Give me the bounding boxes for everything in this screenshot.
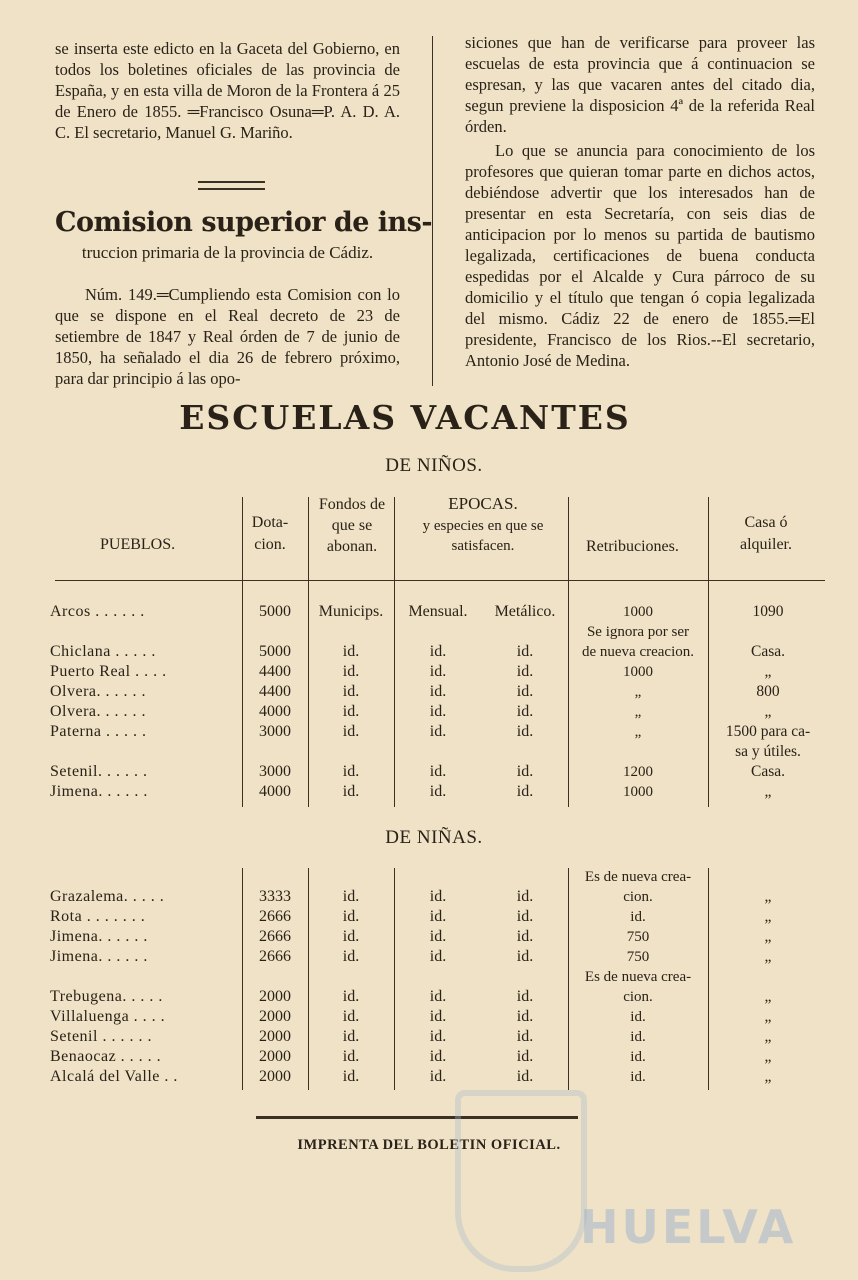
cell-pueblo: Paterna . . . . . <box>50 723 147 740</box>
header-retribuciones: Retribuciones. <box>586 538 679 555</box>
cell-fondos: Municips. <box>318 603 384 620</box>
cell-pueblo: Grazalema. . . . . <box>50 888 165 905</box>
cell-casa <box>708 967 828 987</box>
cell-pueblo: Alcalá del Valle . . <box>50 1068 178 1085</box>
cell-fondos <box>308 867 394 887</box>
cell-especie: id. <box>516 928 534 945</box>
cell-dotacion: 2000 <box>259 1008 291 1025</box>
cell-epoca: id. <box>429 763 447 780</box>
cell-retrib: cion. <box>623 889 653 905</box>
cell-casa: „ <box>764 1008 772 1025</box>
cell-retrib: 1000 <box>623 664 653 680</box>
table-row <box>48 967 828 987</box>
cell-dotacion: 2666 <box>259 928 291 945</box>
table-row <box>48 762 828 782</box>
cell-casa: 800 <box>756 683 780 700</box>
cell-fondos: id. <box>342 1048 360 1065</box>
cell-dotacion: 4400 <box>259 683 291 700</box>
cell-casa <box>708 622 828 642</box>
header-casa: Casa ó alquiler. <box>740 514 792 553</box>
cell-especie: id. <box>516 1028 534 1045</box>
cell-epoca <box>394 742 482 762</box>
cell-retrib: id. <box>630 909 646 925</box>
cell-dotacion: 4400 <box>259 663 291 680</box>
column-divider <box>432 36 433 386</box>
cell-dotacion <box>242 867 308 887</box>
cell-dotacion: 2666 <box>259 948 291 965</box>
cell-pueblo: Jimena. . . . . . <box>50 928 148 945</box>
cell-pueblo: Arcos . . . . . . <box>50 603 145 620</box>
cell-epoca: id. <box>429 908 447 925</box>
cell-dotacion: 2000 <box>259 1028 291 1045</box>
continuation-text: siciones que han de verificarse para proveer las escuelas de esta provincia que á continuacion se espresan, y las que vacaren antes del citado dia, segun previene la disposicion 4ª de la referida Real órden. <box>465 33 815 136</box>
cell-retrib: de nueva creacion. <box>581 644 695 660</box>
table-row <box>48 662 828 682</box>
table-row <box>48 602 828 622</box>
cell-fondos: id. <box>342 683 360 700</box>
table-row <box>48 782 828 802</box>
cell-dotacion: 4000 <box>259 783 291 800</box>
commission-subtitle: truccion primaria de la provincia de Cádiz. <box>81 243 374 262</box>
table-row <box>48 722 828 742</box>
cell-especie: id. <box>516 908 534 925</box>
cell-casa: „ <box>764 1028 772 1045</box>
cell-pueblo: Benaocaz . . . . . <box>50 1048 162 1065</box>
header-dotacion: Dota- cion. <box>251 514 289 553</box>
cell-retrib <box>568 742 708 762</box>
cell-pueblo: Trebugena. . . . . <box>50 988 163 1005</box>
cell-epoca: Mensual. <box>408 603 468 620</box>
cell-dotacion <box>242 967 308 987</box>
cell-especie: id. <box>516 643 534 660</box>
cell-fondos: id. <box>342 783 360 800</box>
cell-epoca <box>394 967 482 987</box>
main-title: ESCUELAS VACANTES <box>179 398 631 437</box>
cell-dotacion: 2666 <box>259 908 291 925</box>
cell-retrib: id. <box>630 1069 646 1085</box>
cell-pueblo: Chiclana . . . . . <box>50 643 156 660</box>
cell-fondos: id. <box>342 988 360 1005</box>
cell-retrib: id. <box>630 1009 646 1025</box>
cell-epoca: id. <box>429 1008 447 1025</box>
table-row <box>48 742 828 762</box>
cell-pueblo <box>48 967 242 987</box>
cell-casa: „ <box>764 663 772 680</box>
cell-retrib: 750 <box>626 929 650 945</box>
commission-title: Comision superior de ins- <box>55 207 433 238</box>
watermark-text: HUELVA <box>580 1200 797 1254</box>
cell-dotacion <box>242 622 308 642</box>
cell-fondos: id. <box>342 723 360 740</box>
cell-retrib: 1000 <box>623 784 653 800</box>
cell-casa: „ <box>764 908 772 925</box>
archive-seal-watermark <box>455 1090 587 1272</box>
cell-fondos: id. <box>342 643 360 660</box>
cell-casa: 1500 para ca- <box>725 723 811 740</box>
cell-fondos: id. <box>342 928 360 945</box>
table-row <box>48 947 828 967</box>
cell-pueblo: Olvera. . . . . . <box>50 703 147 720</box>
cell-dotacion: 4000 <box>259 703 291 720</box>
cell-casa: Casa. <box>750 643 785 660</box>
cell-casa: „ <box>764 703 772 720</box>
cell-pueblo: Villaluenga . . . . <box>50 1008 166 1025</box>
cell-fondos: id. <box>342 908 360 925</box>
table-row <box>48 927 828 947</box>
cell-especie: id. <box>516 763 534 780</box>
header-fondos: Fondos de que se abonan. <box>318 496 386 555</box>
section-boys-title: DE NIÑOS. <box>385 455 483 476</box>
cell-casa: „ <box>764 783 772 800</box>
cell-especie: id. <box>516 1068 534 1085</box>
cell-epoca: id. <box>429 1048 447 1065</box>
cell-retrib: „ <box>634 704 642 720</box>
cell-dotacion: 3000 <box>259 763 291 780</box>
cell-retrib: Es de nueva crea- <box>584 969 692 985</box>
cell-retrib: 1200 <box>623 764 653 780</box>
cell-pueblo: Setenil . . . . . . <box>50 1028 152 1045</box>
cell-casa: „ <box>764 948 772 965</box>
cell-retrib: 750 <box>626 949 650 965</box>
cell-epoca: id. <box>429 703 447 720</box>
cell-especie <box>482 622 568 642</box>
cell-especie: id. <box>516 948 534 965</box>
header-epocas-sub: y especies en que se satisfacen. <box>422 518 544 554</box>
cell-fondos <box>308 967 394 987</box>
cell-dotacion: 2000 <box>259 1048 291 1065</box>
cell-retrib: Es de nueva crea- <box>584 869 692 885</box>
header-epocas: EPOCAS. <box>448 494 518 513</box>
cell-casa: „ <box>764 1068 772 1085</box>
cell-pueblo <box>48 622 242 642</box>
girls-table <box>48 867 828 1087</box>
header-rule <box>55 580 825 581</box>
cell-epoca: id. <box>429 928 447 945</box>
cell-pueblo: Puerto Real . . . . <box>50 663 167 680</box>
cell-dotacion: 5000 <box>259 603 291 620</box>
table-row <box>48 987 828 1007</box>
table-row <box>48 682 828 702</box>
cell-casa: Casa. <box>750 763 785 780</box>
cell-dotacion: 2000 <box>259 1068 291 1085</box>
cell-casa: sa y útiles. <box>735 743 801 760</box>
cell-epoca: id. <box>429 948 447 965</box>
cell-especie <box>482 967 568 987</box>
cell-casa: „ <box>764 928 772 945</box>
cell-especie <box>482 742 568 762</box>
cell-especie: id. <box>516 888 534 905</box>
cell-especie: Metálico. <box>494 603 556 620</box>
table-row <box>48 702 828 722</box>
cell-fondos: id. <box>342 1008 360 1025</box>
cell-epoca: id. <box>429 643 447 660</box>
cell-especie <box>482 867 568 887</box>
cell-epoca: id. <box>429 663 447 680</box>
cell-casa: 1090 <box>752 603 784 620</box>
cell-casa: „ <box>764 1048 772 1065</box>
cell-especie: id. <box>516 683 534 700</box>
cell-especie: id. <box>516 1048 534 1065</box>
cell-pueblo: Jimena. . . . . . <box>50 948 148 965</box>
cell-especie: id. <box>516 723 534 740</box>
cell-fondos: id. <box>342 948 360 965</box>
cell-dotacion: 2000 <box>259 988 291 1005</box>
boys-table <box>48 602 828 802</box>
cell-pueblo: Setenil. . . . . . <box>50 763 148 780</box>
cell-fondos: id. <box>342 888 360 905</box>
table-row <box>48 1047 828 1067</box>
cell-fondos: id. <box>342 763 360 780</box>
table-row <box>48 867 828 887</box>
cell-retrib: „ <box>634 724 642 740</box>
cell-especie: id. <box>516 783 534 800</box>
cell-pueblo: Rota . . . . . . . <box>50 908 146 925</box>
cell-retrib: id. <box>630 1029 646 1045</box>
cell-dotacion: 3000 <box>259 723 291 740</box>
cell-fondos: id. <box>342 663 360 680</box>
table-row <box>48 1007 828 1027</box>
cell-pueblo: Jimena. . . . . . <box>50 783 148 800</box>
separator-rule <box>198 181 265 190</box>
table-row <box>48 1027 828 1047</box>
notice-text: Núm. 149.═Cumpliendo esta Comision con lo que se dispone en el Real decreto de 23 de setiembre de 1847 y Real órden de 7 de junio de 1850, ha señalado el dia 26 de febrero próximo, para dar principio á las opo- <box>55 285 400 388</box>
cell-especie: id. <box>516 663 534 680</box>
cell-epoca <box>394 867 482 887</box>
cell-especie: id. <box>516 1008 534 1025</box>
cell-dotacion <box>242 742 308 762</box>
cell-epoca: id. <box>429 1068 447 1085</box>
table-row <box>48 622 828 642</box>
cell-fondos: id. <box>342 703 360 720</box>
cell-retrib: id. <box>630 1049 646 1065</box>
cell-epoca: id. <box>429 783 447 800</box>
cell-retrib: „ <box>634 684 642 700</box>
cell-fondos: id. <box>342 1028 360 1045</box>
table-row <box>48 887 828 907</box>
table-header <box>48 492 828 584</box>
cell-casa <box>708 867 828 887</box>
cell-epoca <box>394 622 482 642</box>
header-pueblos: PUEBLOS. <box>100 536 176 553</box>
cell-pueblo <box>48 867 242 887</box>
cell-retrib: Se ignora por ser <box>586 624 690 640</box>
imprint-line: IMPRENTA DEL BOLETIN OFICIAL. <box>297 1137 561 1153</box>
cell-casa: „ <box>764 988 772 1005</box>
cell-epoca: id. <box>429 683 447 700</box>
cell-fondos <box>308 622 394 642</box>
cell-fondos <box>308 742 394 762</box>
cell-epoca: id. <box>429 988 447 1005</box>
cell-especie: id. <box>516 988 534 1005</box>
cell-casa: „ <box>764 888 772 905</box>
cell-pueblo <box>48 742 242 762</box>
cell-retrib: 1000 <box>623 604 653 620</box>
cell-dotacion: 5000 <box>259 643 291 660</box>
section-girls-title: DE NIÑAS. <box>385 827 483 848</box>
edict-text: se inserta este edicto en la Gaceta del Gobierno, en todos los boletines oficiales de las provincia de España, y en esta villa de Moron de la Frontera á 25 de Enero de 1855. ═Francisco Osuna═P. A. D. A. C. El secretario, Manuel G. Mariño. <box>55 39 400 142</box>
cell-retrib: cion. <box>623 989 653 1005</box>
cell-fondos: id. <box>342 1068 360 1085</box>
cell-epoca: id. <box>429 723 447 740</box>
cell-epoca: id. <box>429 1028 447 1045</box>
table-row <box>48 907 828 927</box>
cell-dotacion: 3333 <box>259 888 291 905</box>
cell-epoca: id. <box>429 888 447 905</box>
cell-especie: id. <box>516 703 534 720</box>
table-row <box>48 1067 828 1087</box>
announcement-text: Lo que se anuncia para conocimiento de los profesores que quieran tomar parte en dichos actos, debiéndose advertir que los interesados han de presentar en esta Secretaría, con seis dias de anticipacion por lo menos su partida de bautismo legalizada, certificaciones de buena conducta espedidas por el Alcalde y Cura párroco de su domicilio y el título que tengan ó copia legalizada del mismo. Cádiz 22 de enero de 1855.═El presidente, Francisco de los Rios.--El secretario, Antonio José de Medina. <box>465 141 815 370</box>
table-row <box>48 642 828 662</box>
cell-pueblo: Olvera. . . . . . <box>50 683 147 700</box>
